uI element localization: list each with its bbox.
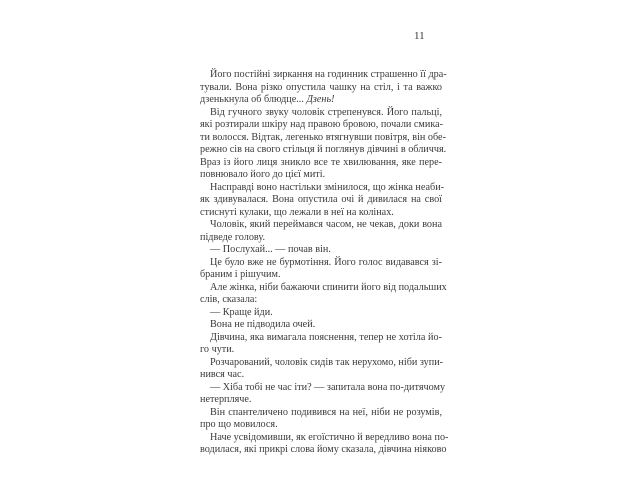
text-line	[200, 119, 442, 132]
line-text: Це було вже не бурмотіння. Його голос видавався зі-	[210, 256, 442, 268]
text-line	[200, 344, 442, 357]
text-line	[200, 332, 442, 345]
text-line	[200, 194, 442, 207]
line-text: стиснуті кулаки, що лежали в неї на колінах.	[200, 206, 394, 218]
line-text: Вона не підводила очей.	[210, 319, 316, 330]
text-line	[200, 69, 447, 82]
text-line	[200, 294, 442, 307]
text-line	[200, 169, 442, 182]
line-text: про що мовилося.	[200, 419, 278, 430]
text-line	[200, 131, 446, 145]
text-line	[200, 407, 442, 420]
line-text: підведе голову.	[200, 231, 265, 243]
line-text: — Краще йди.	[210, 306, 273, 318]
text-line	[200, 181, 445, 195]
line-text: — Послухай... — почав він.	[210, 244, 331, 255]
line-text: тували. Вона різко опустила чашку на стіл, і та важко	[200, 81, 442, 93]
text-line	[200, 94, 442, 107]
line-text: як здивувалася. Вона опустила очі й дивилася на свої	[200, 194, 442, 205]
page-number: 11	[414, 30, 425, 42]
text-line	[200, 219, 442, 232]
line-text: повнювало його до цієї миті.	[200, 169, 326, 180]
line-text: го чути.	[200, 344, 235, 355]
italic-exclamation: Дзень!	[303, 94, 335, 105]
line-text: Наче усвідомивши, як егоїстично й вередливо вона по-	[210, 431, 449, 443]
text-line	[200, 107, 442, 120]
text-line	[200, 144, 447, 157]
line-text: ти волосся. Відтак, легенько втягнувши повітря, він обе-	[200, 131, 446, 143]
line-text: Враз із його лиця зникло все те хвилювання, яке пере-	[200, 156, 442, 168]
line-text: Насправді воно настільки змінилося, що жінка неаби-	[210, 181, 445, 193]
text-line	[200, 319, 442, 332]
line-text: Дівчина, яка вимагала пояснення, тепер не хотіла йо-	[210, 331, 442, 343]
text-line	[200, 244, 442, 257]
line-text: Чоловік, який переймався часом, не чекав, доки вона	[210, 219, 442, 230]
line-text: Розчарований, чоловік сидів так нерухомо, ніби зупи-	[210, 356, 444, 368]
body-text	[200, 69, 449, 457]
line-text: слів, сказала:	[200, 294, 258, 305]
text-line	[200, 431, 449, 445]
line-text: Але жінка, ніби бажаючи спинити його від подальших	[210, 281, 447, 293]
text-line	[200, 82, 442, 95]
text-line	[200, 269, 442, 282]
text-line	[200, 394, 442, 407]
line-text: Його постійні зиркання на годинник страшенно її дра-	[210, 69, 447, 80]
text-line	[200, 357, 442, 370]
line-text: режно сів на свого стільця й поглянув дівчині в обличчя.	[200, 144, 447, 155]
line-text: Він спантеличено подивився на неї, ніби не розумів,	[210, 406, 442, 418]
line-text: які розтирали шкіру над правою бровою, почали смика-	[200, 119, 444, 130]
line-text: Від гучного звуку чоловік стрепенувся. Його пальці,	[210, 106, 442, 118]
text-line	[200, 307, 442, 320]
text-line	[200, 419, 442, 432]
line-text: браним і рішучим.	[200, 269, 281, 280]
text-line	[200, 369, 442, 382]
line-text: — Хіба тобі не час іти? — запитала вона по-дитячому	[210, 381, 446, 393]
text-line	[200, 257, 442, 270]
text-line	[200, 157, 442, 170]
text-line	[200, 381, 446, 395]
line-text: дзенькнула об блюдце...	[200, 94, 304, 105]
line-text: нетерпляче.	[200, 394, 252, 405]
text-line	[200, 207, 442, 220]
line-text: нився час.	[200, 369, 245, 380]
text-line	[200, 232, 442, 245]
line-text: водилася, які прикрі слова йому сказала, дівчина ніяково	[200, 444, 447, 455]
text-line	[200, 444, 447, 457]
text-line	[200, 281, 447, 295]
